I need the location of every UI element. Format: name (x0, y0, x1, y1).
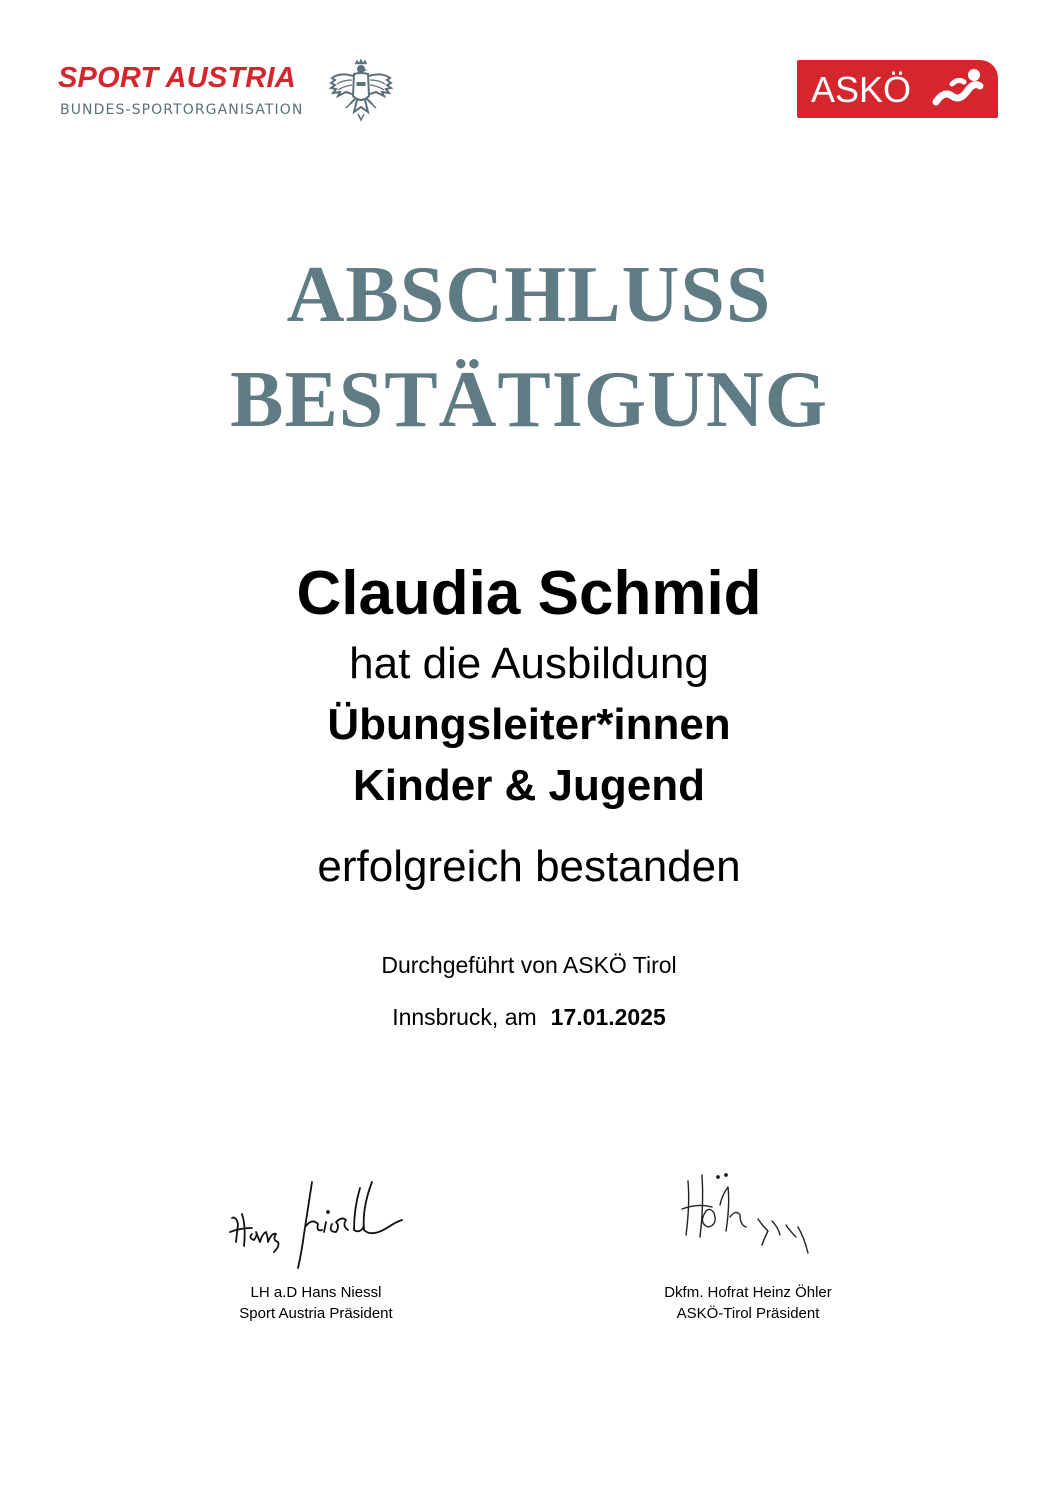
title-line-1: ABSCHLUSS (286, 251, 772, 339)
signer-left-role: Sport Austria Präsident (239, 1305, 393, 1322)
intro-text: hat die Ausbildung (349, 639, 709, 688)
signature-right (668, 1165, 888, 1275)
signer-right-role: ASKÖ-Tirol Präsident (676, 1305, 820, 1322)
askoe-logo (797, 60, 998, 118)
signer-left-name: LH a.D Hans Niessl (250, 1284, 382, 1301)
austrian-eagle-icon (328, 58, 394, 124)
signer-right-name: Dkfm. Hofrat Heinz Öhler (664, 1284, 832, 1301)
title-line-2: BESTÄTIGUNG (230, 356, 828, 444)
place-label: Innsbruck, am (392, 1004, 537, 1030)
signer-left (156, 1282, 476, 1324)
askoe-figure-icon (930, 68, 988, 110)
result-text: erfolgreich bestanden (317, 842, 741, 891)
course-name-line-1: Übungsleiter*innen (327, 700, 731, 749)
sport-austria-name: SPORT AUSTRIA (58, 62, 296, 94)
signer-right (588, 1282, 908, 1324)
signature-left (222, 1168, 442, 1278)
issue-date: 17.01.2025 (550, 1004, 666, 1030)
place-and-date (0, 1005, 1058, 1030)
sport-austria-logo (58, 60, 398, 124)
recipient-name: Claudia Schmid (296, 559, 762, 628)
askoe-name: ASKÖ (811, 69, 912, 110)
conducted-by: Durchgeführt von ASKÖ Tirol (381, 952, 677, 978)
sport-austria-subtitle: BUNDES-SPORTORGANISATION (60, 102, 304, 118)
course-name-line-2: Kinder & Jugend (352, 761, 706, 810)
